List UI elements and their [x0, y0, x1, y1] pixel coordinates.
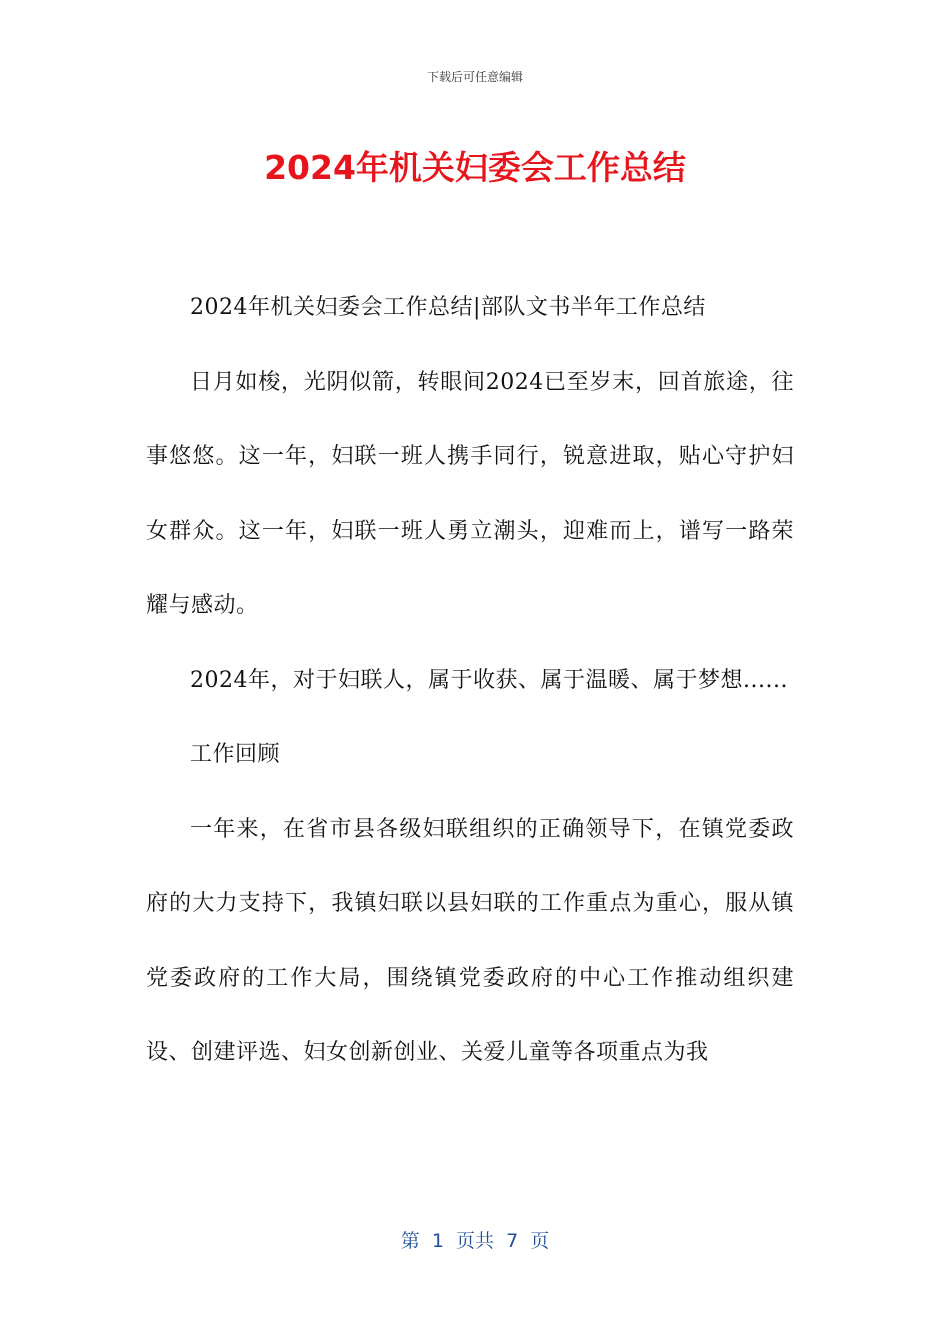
paragraph-subtitle: 2024年机关妇委会工作总结|部队文书半年工作总结 [190, 295, 706, 320]
paragraph-work-review: 一年来，在省市县各级妇联组织的正确领导下，在镇党委政府的大力支持下，我镇妇联以县妇联的工作重点为重心，服从镇党委政府的工作大局，围绕镇党委政府的中心工作推动组织建设、创建评选、妇女创新创业、关爱儿童等各项重点为我 [146, 816, 794, 1065]
header-note: 下载后可任意编辑 [426, 70, 523, 84]
paragraph-intro: 日月如梭，光阴似箭，转眼间2024已至岁末，回首旅途，往事悠悠。这一年，妇联一班人携手同行，锐意进取，贴心守护妇女群众。这一年，妇联一班人勇立潮头，迎难而上，谱写一路荣耀与感动。 [146, 369, 794, 618]
document-title: 2024年机关妇委会工作总结 [264, 148, 686, 187]
document-body [146, 271, 794, 1091]
paragraph-2024: 2024年，对于妇联人，属于收获、属于温暖、属于梦想...... [190, 667, 788, 693]
section-heading-work-review: 工作回顾 [190, 742, 281, 767]
page-number-footer: 第 1 页共 7 页 [400, 1230, 550, 1252]
